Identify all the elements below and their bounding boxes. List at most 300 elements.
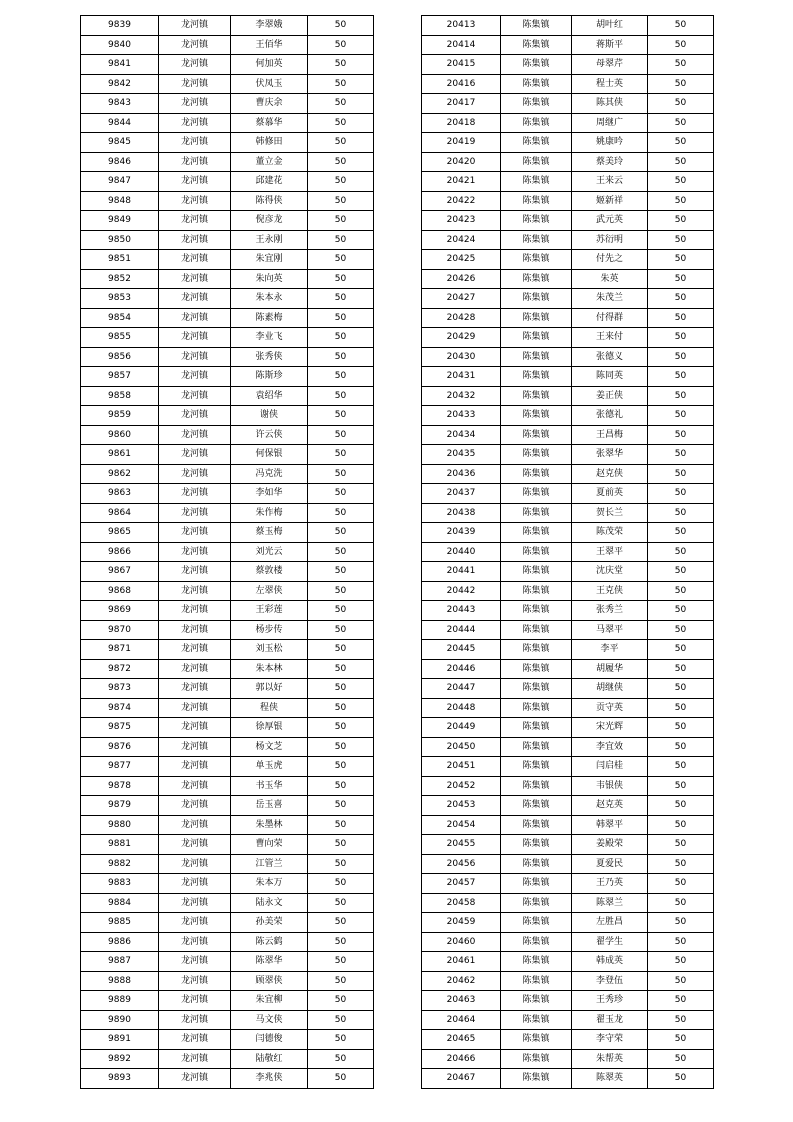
serial-number-cell: 20430 xyxy=(422,347,501,367)
serial-number-cell: 9870 xyxy=(81,620,159,640)
serial-number-cell: 20432 xyxy=(422,386,501,406)
amount-cell: 50 xyxy=(308,74,374,94)
serial-number-cell: 9884 xyxy=(81,893,159,913)
amount-cell: 50 xyxy=(648,659,714,679)
name-cell: 闫德俊 xyxy=(231,1030,308,1050)
serial-number-cell: 20464 xyxy=(422,1010,501,1030)
table-row xyxy=(81,191,374,211)
amount-cell: 50 xyxy=(648,776,714,796)
name-cell: 张德义 xyxy=(572,347,648,367)
amount-cell: 50 xyxy=(308,425,374,445)
table-row xyxy=(422,952,714,972)
amount-cell: 50 xyxy=(648,172,714,192)
amount-cell: 50 xyxy=(648,347,714,367)
amount-cell: 50 xyxy=(648,308,714,328)
name-cell: 朱帮英 xyxy=(572,1049,648,1069)
amount-cell: 50 xyxy=(648,250,714,270)
town-cell: 龙河镇 xyxy=(159,757,231,777)
table-row xyxy=(422,523,714,543)
serial-number-cell: 9843 xyxy=(81,94,159,114)
town-cell: 龙河镇 xyxy=(159,1030,231,1050)
amount-cell: 50 xyxy=(308,1069,374,1089)
town-cell: 陈集镇 xyxy=(501,1030,572,1050)
town-cell: 陈集镇 xyxy=(501,230,572,250)
town-cell: 龙河镇 xyxy=(159,581,231,601)
name-cell: 王彩莲 xyxy=(231,601,308,621)
table-row xyxy=(422,542,714,562)
serial-number-cell: 9861 xyxy=(81,445,159,465)
town-cell: 龙河镇 xyxy=(159,445,231,465)
amount-cell: 50 xyxy=(648,55,714,75)
table-row xyxy=(81,230,374,250)
serial-number-cell: 9871 xyxy=(81,640,159,660)
town-cell: 陈集镇 xyxy=(501,893,572,913)
town-cell: 龙河镇 xyxy=(159,562,231,582)
name-cell: 陈翠华 xyxy=(231,952,308,972)
serial-number-cell: 20421 xyxy=(422,172,501,192)
serial-number-cell: 9845 xyxy=(81,133,159,153)
amount-cell: 50 xyxy=(308,308,374,328)
table-row xyxy=(81,874,374,894)
table-row xyxy=(81,308,374,328)
serial-number-cell: 20418 xyxy=(422,113,501,133)
town-cell: 龙河镇 xyxy=(159,679,231,699)
town-cell: 龙河镇 xyxy=(159,932,231,952)
town-cell: 龙河镇 xyxy=(159,16,231,36)
table-row xyxy=(422,55,714,75)
name-cell: 母翠芹 xyxy=(572,55,648,75)
town-cell: 龙河镇 xyxy=(159,620,231,640)
serial-number-cell: 9857 xyxy=(81,367,159,387)
amount-cell: 50 xyxy=(648,971,714,991)
table-row xyxy=(81,406,374,426)
town-cell: 龙河镇 xyxy=(159,991,231,1011)
serial-number-cell: 20426 xyxy=(422,269,501,289)
name-cell: 蒋斯平 xyxy=(572,35,648,55)
amount-cell: 50 xyxy=(308,601,374,621)
table-row xyxy=(81,698,374,718)
table-row xyxy=(81,796,374,816)
name-cell: 朱作梅 xyxy=(231,503,308,523)
town-cell: 陈集镇 xyxy=(501,562,572,582)
table-row xyxy=(81,503,374,523)
serial-number-cell: 9864 xyxy=(81,503,159,523)
serial-number-cell: 20457 xyxy=(422,874,501,894)
table-row xyxy=(422,971,714,991)
table-row xyxy=(422,406,714,426)
town-cell: 龙河镇 xyxy=(159,406,231,426)
name-cell: 左胜昌 xyxy=(572,913,648,933)
name-cell: 胡继侠 xyxy=(572,679,648,699)
town-cell: 陈集镇 xyxy=(501,854,572,874)
table-row xyxy=(422,172,714,192)
amount-cell: 50 xyxy=(648,269,714,289)
amount-cell: 50 xyxy=(308,328,374,348)
table-row xyxy=(422,601,714,621)
amount-cell: 50 xyxy=(308,679,374,699)
amount-cell: 50 xyxy=(648,503,714,523)
serial-number-cell: 9872 xyxy=(81,659,159,679)
name-cell: 陈素梅 xyxy=(231,308,308,328)
town-cell: 陈集镇 xyxy=(501,16,572,36)
amount-cell: 50 xyxy=(308,35,374,55)
table-row xyxy=(81,718,374,738)
town-cell: 陈集镇 xyxy=(501,386,572,406)
table-row xyxy=(81,1049,374,1069)
serial-number-cell: 9841 xyxy=(81,55,159,75)
name-cell: 陈得侠 xyxy=(231,191,308,211)
name-cell: 姜正侠 xyxy=(572,386,648,406)
amount-cell: 50 xyxy=(648,386,714,406)
amount-cell: 50 xyxy=(308,250,374,270)
table-row xyxy=(422,425,714,445)
name-cell: 翟玉龙 xyxy=(572,1010,648,1030)
amount-cell: 50 xyxy=(308,1010,374,1030)
serial-number-cell: 9890 xyxy=(81,1010,159,1030)
table-row xyxy=(422,659,714,679)
table-row xyxy=(81,659,374,679)
town-cell: 龙河镇 xyxy=(159,601,231,621)
amount-cell: 50 xyxy=(308,659,374,679)
town-cell: 龙河镇 xyxy=(159,1049,231,1069)
name-cell: 朱英 xyxy=(572,269,648,289)
table-row xyxy=(422,737,714,757)
table-row xyxy=(81,133,374,153)
name-cell: 闫启桂 xyxy=(572,757,648,777)
table-row xyxy=(81,94,374,114)
amount-cell: 50 xyxy=(648,640,714,660)
name-cell: 陈其侠 xyxy=(572,94,648,114)
serial-number-cell: 20423 xyxy=(422,211,501,231)
serial-number-cell: 20458 xyxy=(422,893,501,913)
name-cell: 姚康吟 xyxy=(572,133,648,153)
amount-cell: 50 xyxy=(308,893,374,913)
town-cell: 龙河镇 xyxy=(159,542,231,562)
amount-cell: 50 xyxy=(648,1010,714,1030)
town-cell: 陈集镇 xyxy=(501,425,572,445)
table-row xyxy=(81,74,374,94)
serial-number-cell: 9850 xyxy=(81,230,159,250)
amount-cell: 50 xyxy=(308,152,374,172)
name-cell: 程士英 xyxy=(572,74,648,94)
town-cell: 龙河镇 xyxy=(159,55,231,75)
serial-number-cell: 9858 xyxy=(81,386,159,406)
serial-number-cell: 9840 xyxy=(81,35,159,55)
town-cell: 陈集镇 xyxy=(501,35,572,55)
name-cell: 朱本林 xyxy=(231,659,308,679)
town-cell: 陈集镇 xyxy=(501,269,572,289)
amount-cell: 50 xyxy=(648,1049,714,1069)
amount-cell: 50 xyxy=(308,874,374,894)
serial-number-cell: 20422 xyxy=(422,191,501,211)
table-row xyxy=(81,172,374,192)
name-cell: 陈云鹤 xyxy=(231,932,308,952)
name-cell: 李业飞 xyxy=(231,328,308,348)
table-row xyxy=(422,347,714,367)
name-cell: 张秀侠 xyxy=(231,347,308,367)
serial-number-cell: 20414 xyxy=(422,35,501,55)
table-row xyxy=(422,133,714,153)
table-row xyxy=(422,191,714,211)
town-cell: 龙河镇 xyxy=(159,347,231,367)
table-row xyxy=(81,620,374,640)
name-cell: 李兆侠 xyxy=(231,1069,308,1089)
amount-cell: 50 xyxy=(308,1030,374,1050)
serial-number-cell: 20440 xyxy=(422,542,501,562)
serial-number-cell: 9839 xyxy=(81,16,159,36)
town-cell: 陈集镇 xyxy=(501,698,572,718)
name-cell: 顾翠侠 xyxy=(231,971,308,991)
town-cell: 陈集镇 xyxy=(501,601,572,621)
table-row xyxy=(81,211,374,231)
amount-cell: 50 xyxy=(648,562,714,582)
town-cell: 龙河镇 xyxy=(159,776,231,796)
name-cell: 江管兰 xyxy=(231,854,308,874)
name-cell: 付得群 xyxy=(572,308,648,328)
name-cell: 宋光辉 xyxy=(572,718,648,738)
amount-cell: 50 xyxy=(648,581,714,601)
amount-cell: 50 xyxy=(648,815,714,835)
table-row xyxy=(81,55,374,75)
amount-cell: 50 xyxy=(648,757,714,777)
serial-number-cell: 9856 xyxy=(81,347,159,367)
name-cell: 陈茂荣 xyxy=(572,523,648,543)
table-row xyxy=(81,679,374,699)
amount-cell: 50 xyxy=(308,854,374,874)
serial-number-cell: 20428 xyxy=(422,308,501,328)
town-cell: 陈集镇 xyxy=(501,542,572,562)
table-row xyxy=(422,308,714,328)
serial-number-cell: 20437 xyxy=(422,484,501,504)
serial-number-cell: 9853 xyxy=(81,289,159,309)
table-row xyxy=(422,640,714,660)
town-cell: 陈集镇 xyxy=(501,776,572,796)
name-cell: 姜殿荣 xyxy=(572,835,648,855)
name-cell: 马翠平 xyxy=(572,620,648,640)
serial-number-cell: 20431 xyxy=(422,367,501,387)
name-cell: 朱宜刚 xyxy=(231,250,308,270)
name-cell: 李翠娥 xyxy=(231,16,308,36)
name-cell: 李守荣 xyxy=(572,1030,648,1050)
serial-number-cell: 9844 xyxy=(81,113,159,133)
serial-number-cell: 9874 xyxy=(81,698,159,718)
town-cell: 龙河镇 xyxy=(159,308,231,328)
town-cell: 陈集镇 xyxy=(501,367,572,387)
serial-number-cell: 9888 xyxy=(81,971,159,991)
name-cell: 蔡慕华 xyxy=(231,113,308,133)
amount-cell: 50 xyxy=(308,386,374,406)
table-row xyxy=(81,932,374,952)
table-row xyxy=(422,679,714,699)
name-cell: 王克侠 xyxy=(572,581,648,601)
table-row xyxy=(81,815,374,835)
town-cell: 龙河镇 xyxy=(159,835,231,855)
serial-number-cell: 20459 xyxy=(422,913,501,933)
town-cell: 陈集镇 xyxy=(501,835,572,855)
town-cell: 陈集镇 xyxy=(501,308,572,328)
name-cell: 赵克侠 xyxy=(572,464,648,484)
name-cell: 张德礼 xyxy=(572,406,648,426)
serial-number-cell: 20449 xyxy=(422,718,501,738)
amount-cell: 50 xyxy=(308,757,374,777)
serial-number-cell: 9846 xyxy=(81,152,159,172)
name-cell: 王来付 xyxy=(572,328,648,348)
name-cell: 伏凤玉 xyxy=(231,74,308,94)
town-cell: 陈集镇 xyxy=(501,815,572,835)
name-cell: 沈庆堂 xyxy=(572,562,648,582)
serial-number-cell: 20429 xyxy=(422,328,501,348)
table-row xyxy=(422,913,714,933)
town-cell: 陈集镇 xyxy=(501,913,572,933)
amount-cell: 50 xyxy=(648,932,714,952)
amount-cell: 50 xyxy=(308,55,374,75)
name-cell: 蔡玉梅 xyxy=(231,523,308,543)
amount-cell: 50 xyxy=(648,796,714,816)
amount-cell: 50 xyxy=(648,952,714,972)
amount-cell: 50 xyxy=(648,913,714,933)
amount-cell: 50 xyxy=(648,679,714,699)
amount-cell: 50 xyxy=(308,289,374,309)
serial-number-cell: 20425 xyxy=(422,250,501,270)
amount-cell: 50 xyxy=(308,581,374,601)
town-cell: 龙河镇 xyxy=(159,152,231,172)
name-cell: 周继广 xyxy=(572,113,648,133)
name-cell: 李如华 xyxy=(231,484,308,504)
serial-number-cell: 9860 xyxy=(81,425,159,445)
table-row xyxy=(81,1030,374,1050)
table-row xyxy=(422,445,714,465)
serial-number-cell: 20441 xyxy=(422,562,501,582)
table-row xyxy=(422,796,714,816)
amount-cell: 50 xyxy=(648,16,714,36)
amount-cell: 50 xyxy=(648,94,714,114)
name-cell: 董立金 xyxy=(231,152,308,172)
serial-number-cell: 9851 xyxy=(81,250,159,270)
town-cell: 陈集镇 xyxy=(501,445,572,465)
table-row xyxy=(81,640,374,660)
serial-number-cell: 20446 xyxy=(422,659,501,679)
town-cell: 龙河镇 xyxy=(159,718,231,738)
amount-cell: 50 xyxy=(308,484,374,504)
serial-number-cell: 9873 xyxy=(81,679,159,699)
name-cell: 李宜效 xyxy=(572,737,648,757)
name-cell: 杨文芝 xyxy=(231,737,308,757)
name-cell: 韩修田 xyxy=(231,133,308,153)
serial-number-cell: 9882 xyxy=(81,854,159,874)
serial-number-cell: 9887 xyxy=(81,952,159,972)
amount-cell: 50 xyxy=(648,191,714,211)
serial-number-cell: 9876 xyxy=(81,737,159,757)
name-cell: 程侠 xyxy=(231,698,308,718)
serial-number-cell: 20420 xyxy=(422,152,501,172)
amount-cell: 50 xyxy=(308,445,374,465)
table-row xyxy=(81,464,374,484)
name-cell: 李平 xyxy=(572,640,648,660)
amount-cell: 50 xyxy=(648,425,714,445)
name-cell: 王来云 xyxy=(572,172,648,192)
table-row xyxy=(81,367,374,387)
amount-cell: 50 xyxy=(308,932,374,952)
table-row xyxy=(422,620,714,640)
amount-cell: 50 xyxy=(648,484,714,504)
table-row xyxy=(422,757,714,777)
name-cell: 陆敬红 xyxy=(231,1049,308,1069)
name-cell: 苏衍明 xyxy=(572,230,648,250)
town-cell: 陈集镇 xyxy=(501,211,572,231)
town-cell: 龙河镇 xyxy=(159,815,231,835)
name-cell: 王翠平 xyxy=(572,542,648,562)
serial-number-cell: 20436 xyxy=(422,464,501,484)
serial-number-cell: 9889 xyxy=(81,991,159,1011)
amount-cell: 50 xyxy=(648,1069,714,1089)
town-cell: 陈集镇 xyxy=(501,640,572,660)
serial-number-cell: 20416 xyxy=(422,74,501,94)
town-cell: 陈集镇 xyxy=(501,971,572,991)
name-cell: 夏前英 xyxy=(572,484,648,504)
amount-cell: 50 xyxy=(308,367,374,387)
table-row xyxy=(81,854,374,874)
serial-number-cell: 20466 xyxy=(422,1049,501,1069)
town-cell: 龙河镇 xyxy=(159,191,231,211)
left-roster-body xyxy=(81,16,374,1089)
amount-cell: 50 xyxy=(308,191,374,211)
name-cell: 朱宜柳 xyxy=(231,991,308,1011)
name-cell: 陈翠英 xyxy=(572,1069,648,1089)
table-row xyxy=(81,581,374,601)
serial-number-cell: 20445 xyxy=(422,640,501,660)
table-row xyxy=(81,601,374,621)
table-row xyxy=(81,542,374,562)
amount-cell: 50 xyxy=(648,113,714,133)
amount-cell: 50 xyxy=(648,991,714,1011)
name-cell: 王秀珍 xyxy=(572,991,648,1011)
town-cell: 龙河镇 xyxy=(159,172,231,192)
town-cell: 龙河镇 xyxy=(159,113,231,133)
amount-cell: 50 xyxy=(308,737,374,757)
town-cell: 陈集镇 xyxy=(501,484,572,504)
table-row xyxy=(422,1010,714,1030)
town-cell: 陈集镇 xyxy=(501,250,572,270)
name-cell: 韩成英 xyxy=(572,952,648,972)
table-row xyxy=(422,152,714,172)
town-cell: 龙河镇 xyxy=(159,913,231,933)
name-cell: 王佰华 xyxy=(231,35,308,55)
amount-cell: 50 xyxy=(308,542,374,562)
serial-number-cell: 20447 xyxy=(422,679,501,699)
serial-number-cell: 9881 xyxy=(81,835,159,855)
table-row xyxy=(81,562,374,582)
serial-number-cell: 20452 xyxy=(422,776,501,796)
town-cell: 龙河镇 xyxy=(159,796,231,816)
table-row xyxy=(422,991,714,1011)
right-roster-table xyxy=(421,15,714,1089)
serial-number-cell: 20444 xyxy=(422,620,501,640)
town-cell: 龙河镇 xyxy=(159,971,231,991)
name-cell: 曹庆余 xyxy=(231,94,308,114)
town-cell: 陈集镇 xyxy=(501,796,572,816)
town-cell: 龙河镇 xyxy=(159,1069,231,1089)
town-cell: 陈集镇 xyxy=(501,991,572,1011)
serial-number-cell: 9842 xyxy=(81,74,159,94)
table-row xyxy=(422,211,714,231)
serial-number-cell: 20419 xyxy=(422,133,501,153)
amount-cell: 50 xyxy=(648,854,714,874)
table-row xyxy=(81,113,374,133)
serial-number-cell: 20413 xyxy=(422,16,501,36)
left-roster-table xyxy=(80,15,374,1089)
table-row xyxy=(81,893,374,913)
serial-number-cell: 20439 xyxy=(422,523,501,543)
